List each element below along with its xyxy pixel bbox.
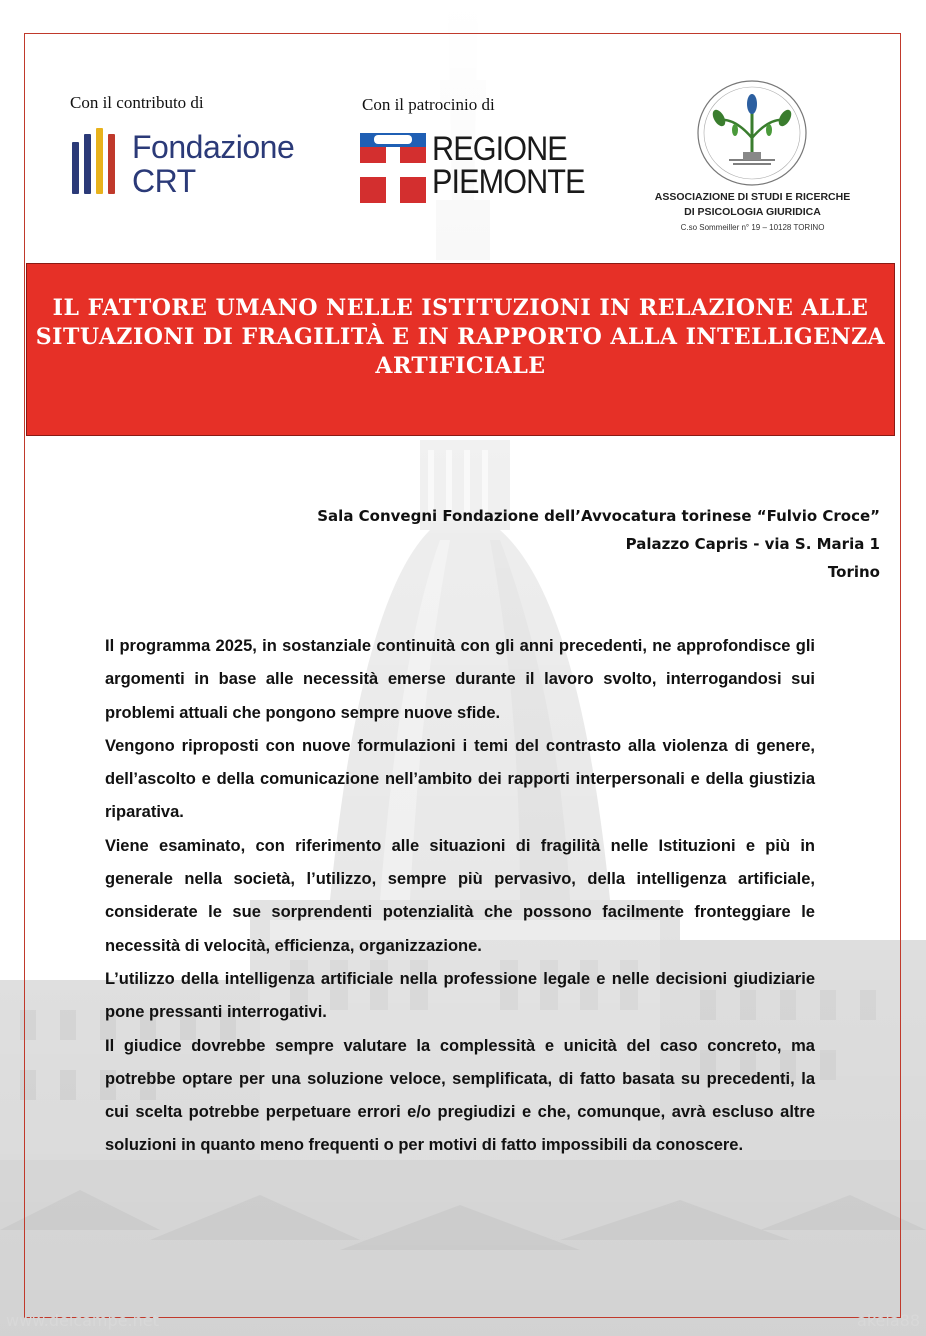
fondazione-crt-logo: [70, 128, 300, 198]
venue-line3: Torino: [827, 563, 880, 581]
venue-block: [317, 502, 880, 586]
watermark-left: www.delcampe.net: [6, 1311, 159, 1330]
crt-line1: Fondazione: [132, 129, 295, 165]
piemonte-shield-icon: [360, 133, 426, 203]
associazione-address: C.so Sommeiller n° 19 – 10128 TORINO: [680, 223, 825, 232]
body-paragraph-4: L’utilizzo della intelligenza artificiale nella professione legale e nelle decisioni giudiziarie pone pressanti interrogativi.: [105, 969, 815, 1022]
associazione-logo: [650, 78, 855, 238]
venue-line2: Palazzo Capris - via S. Maria 1: [625, 535, 880, 553]
associazione-line1: ASSOCIAZIONE DI STUDI E RICERCHE: [654, 191, 851, 203]
page-title: IL FATTORE UMANO NELLE ISTITUZIONI IN RELAZIONE ALLE SITUAZIONI DI FRAGILITÀ E IN RAPPORTO ALLA INTELLIGENZA ARTIFICIALE: [35, 295, 886, 379]
body-paragraph-5: Il giudice dovrebbe sempre valutare la complessità e unicità del caso concreto, ma potrebbe optare per una soluzione veloce, semplificata, di fatto basata su precedenti, la cui scelta potrebbe perpetuare errori e/o pregiudizi e che, comunque, avrà escluso altre soluzioni in quanto meno frequenti o per motivi di fatto impossibili da conoscere.: [105, 1036, 815, 1155]
associazione-line2: DI PSICOLOGIA GIURIDICA: [684, 206, 821, 218]
piemonte-line1: REGIONE: [432, 130, 567, 168]
body-paragraph-3: Viene esaminato, con riferimento alle situazioni di fragilità nelle Istituzioni e più in generale nella società, l’utilizzo, sempre più pervasivo, della intelligenza artificiale, considerate le sue sorprendenti potenzialità che possono facilmente fronteggiare le necessità di velocità, efficienza, organizzazione.: [105, 836, 815, 955]
regione-piemonte-logo: [360, 130, 595, 203]
watermark-right: akela88: [857, 1311, 920, 1330]
associazione-emblem-icon: [695, 78, 810, 188]
body-paragraph-2: Vengono riproposti con nuove formulazioni i temi del contrasto alla violenza di genere, dell’ascolto e della comunicazione nell’ambito dei rapporti interpersonali e della giustizia riparativa.: [105, 736, 815, 822]
title-banner: [26, 263, 895, 436]
piemonte-line2: PIEMONTE: [432, 163, 585, 201]
body-paragraph-1: Il programma 2025, in sostanziale continuità con gli anni precedenti, ne approfondisce gli argomenti in base alle necessità emerse durante il lavoro svolto, interrogandosi sui problemi attuali che pongono sempre nuove sfide.: [105, 637, 815, 722]
crt-line2: CRT: [132, 163, 196, 199]
venue-line1: Sala Convegni Fondazione dell’Avvocatura torinese “Fulvio Croce”: [317, 507, 880, 525]
contributo-label: Con il contributo di: [70, 93, 204, 112]
body-text: [105, 630, 815, 1163]
patrocinio-label: Con il patrocinio di: [362, 95, 495, 114]
